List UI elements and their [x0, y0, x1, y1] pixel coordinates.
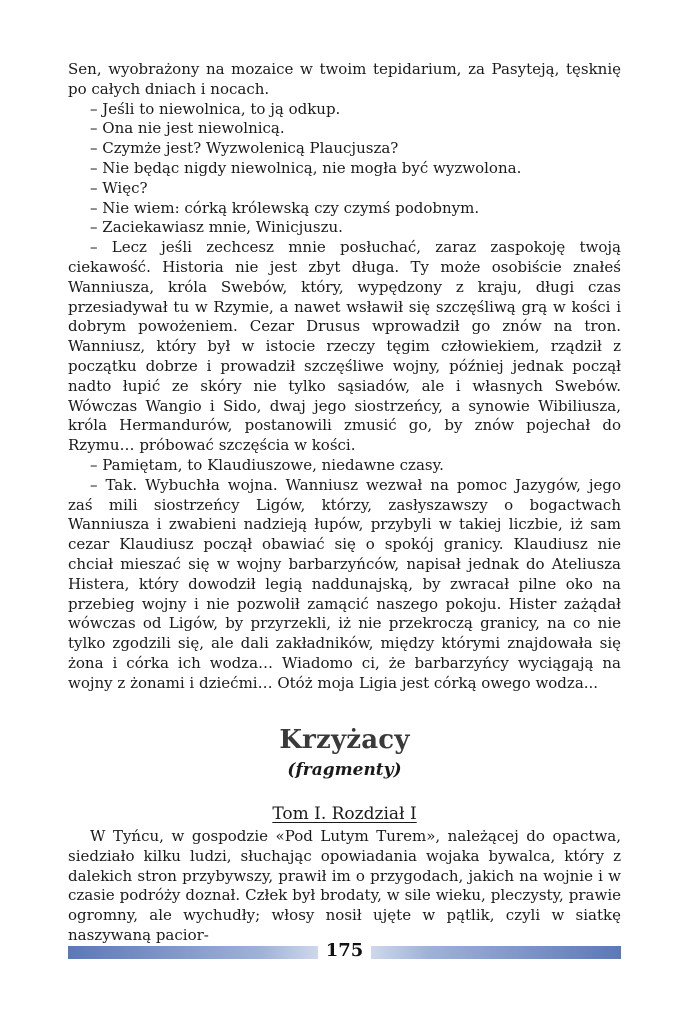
- page-number: [68, 938, 621, 964]
- book-subtitle: (fragmenty): [287, 760, 402, 780]
- paragraph-8: – Lecz jeśli zechcesz mnie posłuchać, zaraz zaspokoję twoją ciekawość. Historia nie jest zbyt długa. Ty może osobiście znałeś Wanniusza, króla Swebów, który, wypędzony z kraju, długi czas przesiadywał tu w Rzymie, a nawet wsławił się szczęśliwą grą w kości i dobrym powożeniem. Cezar Drusus wprowadził go znów na tron. Wanniusz, który był w istocie rzeczy tęgim człowiekiem, rządził z początku dobrze i prowadził szczęśliwe wojny, później jednak począł nadto łupić ze skóry nie tylko sąsiadów, ale i własnych Swebów. Wówczas Wangio i Sido, dwaj jego siostrzeńcy, a synowie Wibiliusza, króla Hermandurów, postanowili zmusić go, by znów pojechał do Rzymu… próbować szczęścia w kości.: [68, 238, 621, 455]
- paragraph-4: – Nie będąc nigdy niewolnicą, nie mogła być wyzwolona.: [90, 158, 522, 177]
- chapter-heading: Tom I. Rozdział I: [272, 804, 417, 824]
- paragraph-2: – Ona nie jest niewolnicą.: [90, 119, 285, 138]
- paragraph-9: – Pamiętam, to Klaudiuszowe, niedawne czasy.: [90, 455, 444, 474]
- chapter-paragraph-0: W Tyńcu, w gospodzie «Pod Lutym Turem», należącej do opactwa, siedziało kilku ludzi, słuchając opowiadania wojaka bywalca, który z dalekich stron przybywszy, prawił im o przygodach, jakich na wojnie i w czasie podróży doznał. Człek był brodaty, w sile wieku, pleczysty, prawie ogromny, ale wychudły; włosy nosił ujęte w pątlik, czyli w siatkę naszywaną pacior-: [68, 827, 621, 944]
- paragraph-10: – Tak. Wybuchła wojna. Wanniusz wezwał na pomoc Jazygów, jego zaś mili siostrzeńcy Ligów, którzy, zasłyszawszy o bogactwach Wanniusza i zwabieni nadzieją łupów, przybyli w takiej liczbie, iż sam cezar Klaudiusz począł obawiać się o spokój granicy. Klaudiusz nie chciał mieszać się w wojny barbarzyńców, napisał jednak do Ateliusza Histera, który dowodził legią naddunajską, by zwracał pilne oko na przebieg wojny i nie pozwolił zamącić naszego pokoju. Hister zażądał wówczas od Ligów, by przyrzekli, iż nie przekroczą granicy, na co nie tylko zgodzili się, ale dali zakładników, między którymi znajdowała się żona i córka ich wodza… Wiadomo ci, że barbarzyńcy wyciągają na wojny z żonami i dziećmi… Otóż moja Ligia jest córką owego wodza...: [68, 475, 621, 692]
- page-number-text: 175: [318, 940, 372, 961]
- paragraph-3: – Czymże jest? Wyzwolenicą Plaucjusza?: [90, 139, 399, 158]
- krzyzacy-excerpt: [68, 827, 621, 946]
- book-title: Krzyżacy: [279, 725, 410, 755]
- paragraph-7: – Zaciekawiasz mnie, Winicjuszu.: [90, 218, 343, 237]
- paragraph-1: – Jeśli to niewolnica, to ją odkup.: [90, 99, 341, 118]
- paragraph-6: – Nie wiem: córką królewską czy czymś podobnym.: [90, 198, 480, 217]
- paragraph-5: – Więc?: [90, 178, 148, 197]
- quo-vadis-excerpt: [68, 60, 621, 694]
- paragraph-0: Sen, wyobrażony na mozaice w twoim tepidarium, za Pasytеją, tęsknię po całych dniach i nocach.: [68, 60, 621, 98]
